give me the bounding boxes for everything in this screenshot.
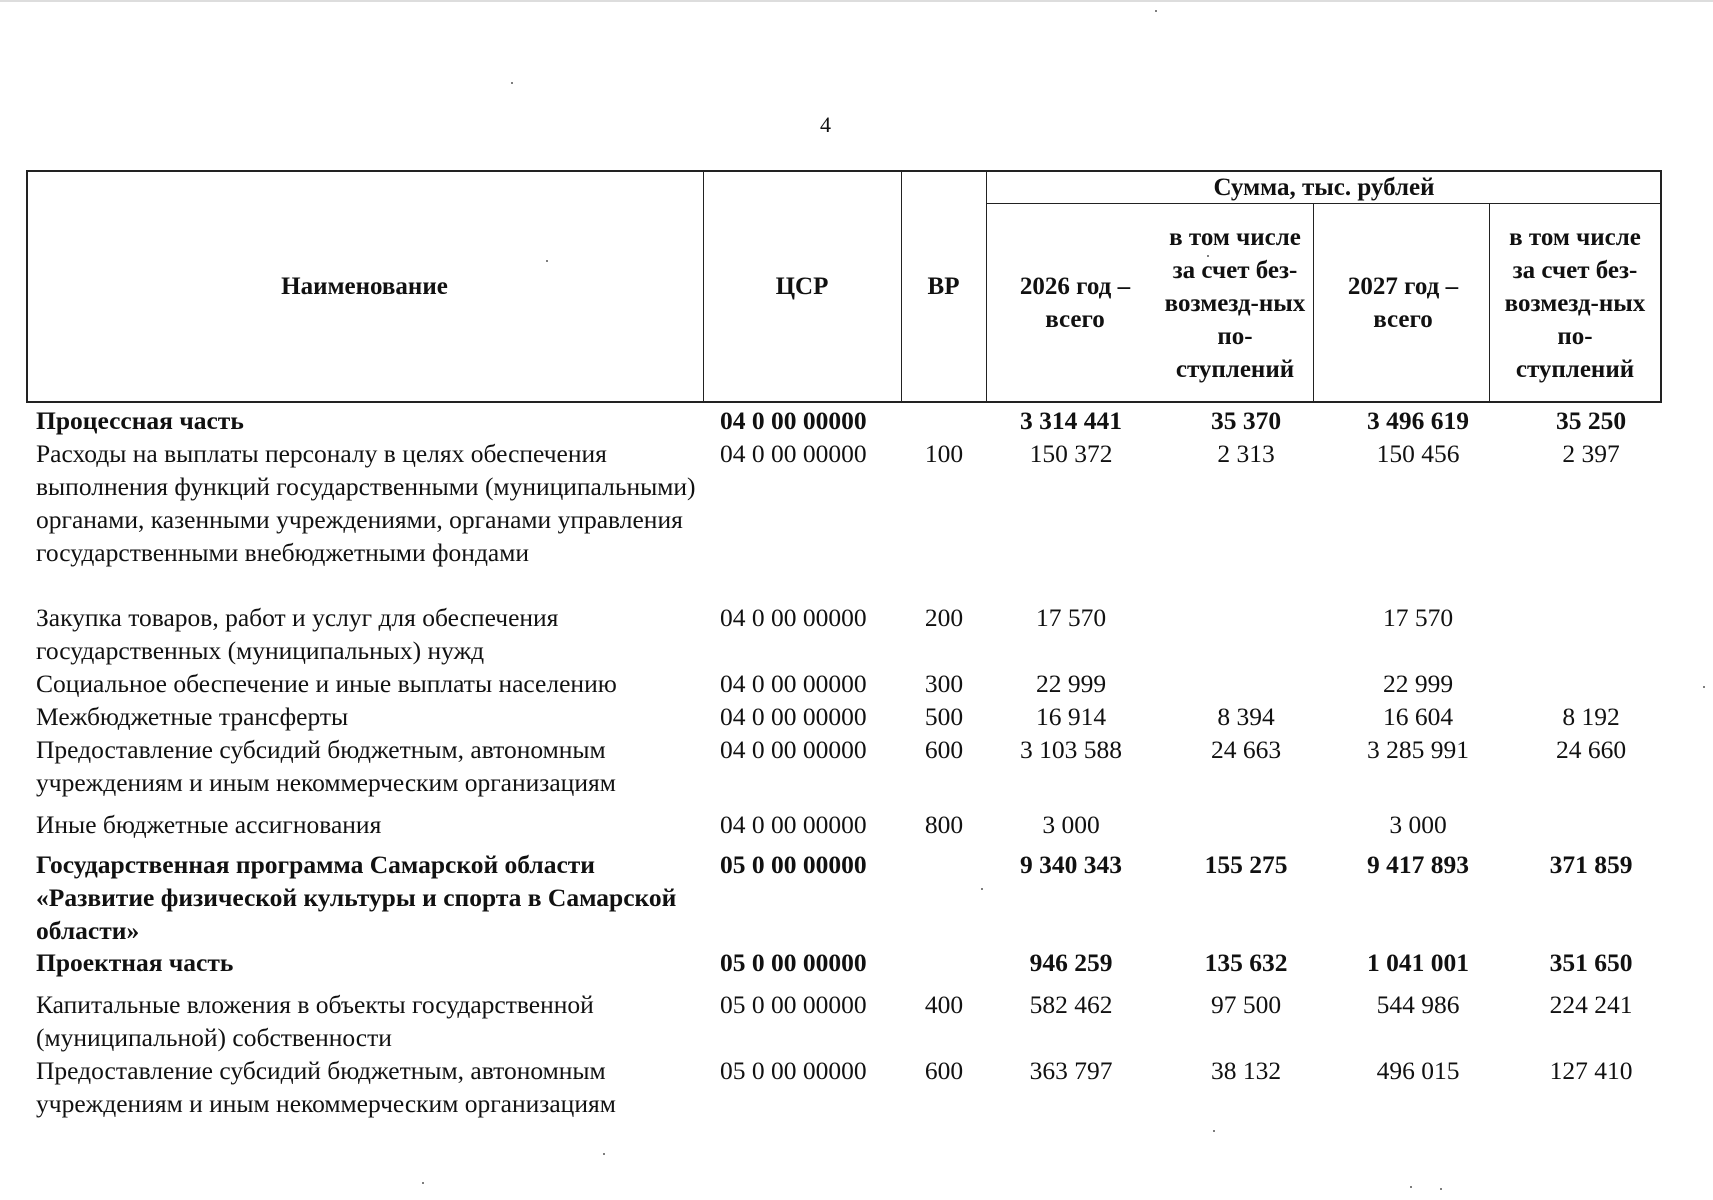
row-name: Государственная программа Самарской области «Развитие физической культуры и спорта в Самарской области» [36,850,677,945]
row-vr: 300 [924,669,964,698]
row-2026-free: 135 632 [1204,948,1288,977]
scan-speck [603,1153,605,1155]
row-2027-total: 3 000 [1389,810,1447,839]
row-2026-total: 3 314 441 [1020,406,1122,435]
row-name: Проектная часть [36,948,234,977]
row-2026-total: 16 914 [1035,702,1107,731]
row-csr: 05 0 00 00000 [720,850,867,879]
row-vr: 800 [924,810,964,839]
row-2026-total: 17 570 [1035,603,1107,632]
row-vr: 600 [924,1056,964,1085]
row-vr: 100 [924,439,964,468]
header-name: Наименование [281,273,448,300]
row-csr: 04 0 00 00000 [720,735,867,764]
row-2027-total: 544 986 [1376,990,1460,1019]
row-2027-total: 496 015 [1376,1056,1460,1085]
row-2026-total: 582 462 [1029,990,1113,1019]
row-csr: 05 0 00 00000 [720,990,867,1019]
header-csr: ЦСР [775,273,829,300]
header-2026-total: 2026 год – всего [1019,273,1131,333]
header-sum: Сумма, тыс. рублей [1213,174,1435,201]
scan-speck [1155,10,1157,12]
row-name: Предоставление субсидий бюджетным, автономным учреждениям и иным некоммерческим организациям [36,735,616,797]
row-2027-total: 22 999 [1382,669,1454,698]
row-csr: 04 0 00 00000 [720,439,867,468]
row-2026-total: 150 372 [1029,439,1113,468]
row-2027-total: 9 417 893 [1367,850,1469,879]
row-csr: 05 0 00 00000 [720,948,867,977]
row-csr: 04 0 00 00000 [720,603,867,632]
row-2026-free: 35 370 [1210,406,1282,435]
row-2027-total: 3 496 619 [1367,406,1469,435]
row-2026-free: 8 394 [1217,702,1275,731]
row-name: Процессная часть [36,406,244,435]
row-2027-free: 8 192 [1562,702,1620,731]
row-2027-total: 16 604 [1382,702,1454,731]
row-name: Капитальные вложения в объекты государственной (муниципальной) собственности [36,990,594,1052]
row-2027-total: 1 041 001 [1367,948,1469,977]
row-vr: 500 [924,702,964,731]
scan-top-edge [0,0,1713,2]
row-name: Закупка товаров, работ и услуг для обеспечения государственных (муниципальных) нужд [36,603,559,665]
row-csr: 04 0 00 00000 [720,669,867,698]
row-name: Иные бюджетные ассигнования [36,810,382,839]
row-csr: 04 0 00 00000 [720,810,867,839]
row-name: Социальное обеспечение и иные выплаты населению [36,669,617,698]
row-name: Межбюджетные трансферты [36,702,349,731]
row-vr: 600 [924,735,964,764]
scan-speck [1703,686,1705,688]
header-vr: ВР [927,273,960,300]
page-number: 4 [820,112,831,137]
scan-speck [422,1182,424,1184]
row-csr: 05 0 00 00000 [720,1056,867,1085]
row-2026-total: 363 797 [1029,1056,1113,1085]
row-2026-free: 2 313 [1217,439,1275,468]
row-name: Предоставление субсидий бюджетным, автономным учреждениям и иным некоммерческим организациям [36,1056,616,1118]
row-2026-total: 9 340 343 [1020,850,1122,879]
row-2027-free: 127 410 [1549,1056,1633,1085]
row-2027-total: 150 456 [1376,439,1460,468]
scan-speck [1213,1130,1215,1132]
row-2026-free: 97 500 [1210,990,1282,1019]
row-2027-total: 3 285 991 [1367,735,1469,764]
row-2026-total: 3 000 [1042,810,1100,839]
scan-speck [546,260,548,262]
row-2027-free: 371 859 [1549,850,1633,879]
row-2026-total: 946 259 [1029,948,1113,977]
row-2026-total: 22 999 [1035,669,1107,698]
header-2026-free: в том числе за счет без-возмезд-ных по-ступлений [1164,223,1306,383]
row-2026-free: 155 275 [1204,850,1288,879]
row-2027-free: 35 250 [1555,406,1627,435]
header-2027-free: в том числе за счет без-возмезд-ных по-ступлений [1504,223,1646,383]
row-vr: 200 [924,603,964,632]
row-2027-free: 2 397 [1562,439,1620,468]
row-vr: 400 [924,990,964,1019]
scan-speck [981,888,983,890]
scan-speck [1207,255,1209,257]
row-2027-free: 24 660 [1555,735,1627,764]
row-csr: 04 0 00 00000 [720,702,867,731]
scan-speck [511,82,513,84]
header-2027-total: 2027 год – всего [1347,273,1459,333]
row-2027-free: 224 241 [1549,990,1633,1019]
row-name: Расходы на выплаты персоналу в целях обеспечения выполнения функций государственными (муниципальными) органами, казенными учреждениями, органами управления государственными внебюджетными фондами [36,439,696,567]
row-2026-total: 3 103 588 [1020,735,1122,764]
scan-speck [1410,1186,1412,1188]
row-2027-total: 17 570 [1382,603,1454,632]
row-csr: 04 0 00 00000 [720,406,867,435]
row-2026-free: 24 663 [1210,735,1282,764]
row-2026-free: 38 132 [1210,1056,1282,1085]
scan-speck [1440,1188,1442,1190]
row-2027-free: 351 650 [1549,948,1633,977]
